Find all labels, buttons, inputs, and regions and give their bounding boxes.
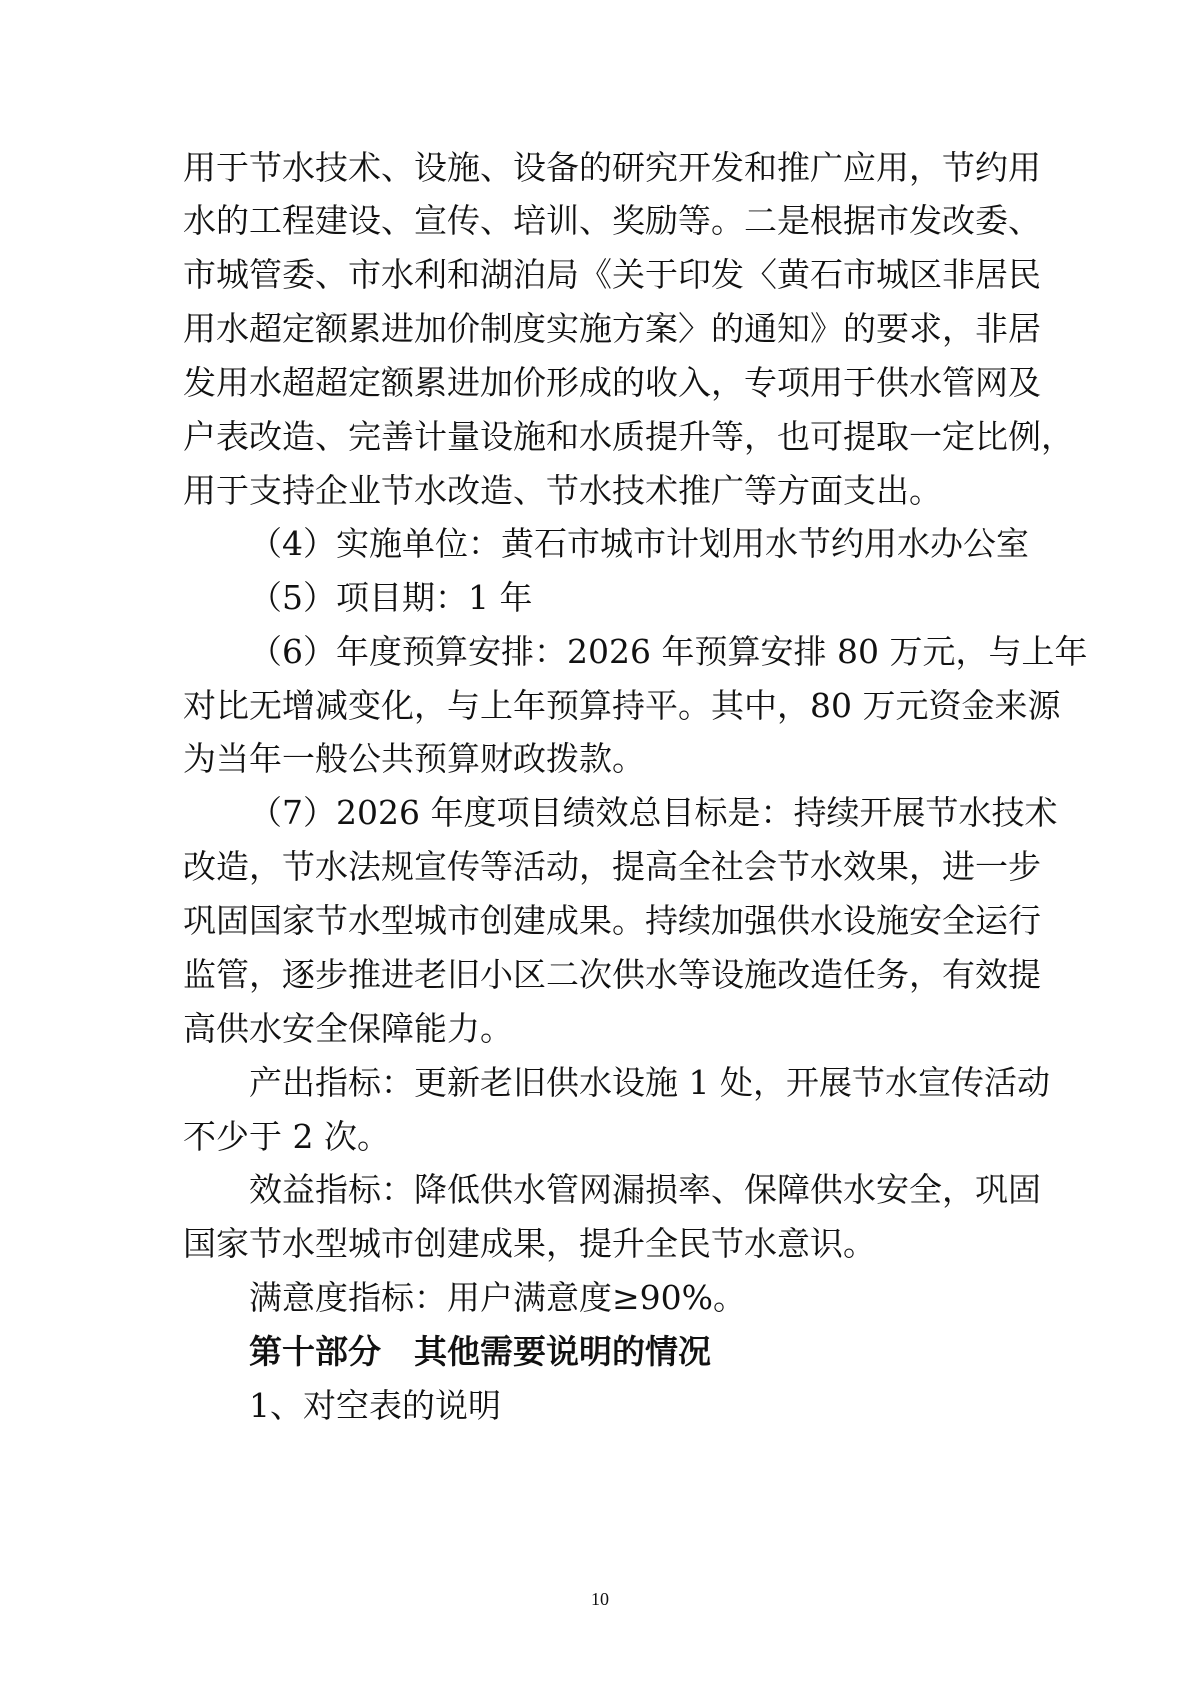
- section-heading: 第十部分 其他需要说明的情况: [249, 1332, 711, 1371]
- text-line: （4）实施单位：黄石市城市计划用水节约用水办公室: [249, 524, 1029, 563]
- text-line: 不少于 2 次。: [183, 1117, 390, 1156]
- text-line: 产出指标：更新老旧供水设施 1 处，开展节水宣传活动: [249, 1063, 1050, 1102]
- text-line: （6）年度预算安排：2026 年预算安排 80 万元，与上年: [249, 632, 1088, 671]
- text-line: 用于支持企业节水改造、节水技术推广等方面支出。: [183, 471, 942, 510]
- text-line: 市城管委、市水利和湖泊局《关于印发〈黄石市城区非居民: [183, 255, 1041, 294]
- text-line: （7）2026 年度项目绩效总目标是：持续开展节水技术: [249, 793, 1058, 832]
- text-line: 发用水超超定额累进加价形成的收入，专项用于供水管网及: [183, 363, 1041, 402]
- text-line: 满意度指标：用户满意度≥90%。: [249, 1278, 746, 1317]
- text-line: 为当年一般公共预算财政拨款。: [183, 739, 645, 778]
- text-line: 改造，节水法规宣传等活动，提高全社会节水效果，进一步: [183, 847, 1041, 886]
- sub-item-empty-table-note: 1、对空表的说明: [249, 1386, 501, 1425]
- text-line: 用水超定额累进加价制度实施方案〉的通知》的要求，非居: [183, 309, 1041, 348]
- text-line: 水的工程建设、宣传、培训、奖励等。二是根据市发改委、: [183, 201, 1041, 240]
- text-line: 巩固国家节水型城市创建成果。持续加强供水设施安全运行: [183, 901, 1041, 940]
- text-line: （5）项目期：1 年: [249, 578, 533, 617]
- text-line: 用于节水技术、设施、设备的研究开发和推广应用，节约用: [183, 148, 1041, 187]
- text-line: 效益指标：降低供水管网漏损率、保障供水安全，巩固: [249, 1170, 1041, 1209]
- text-line: 户表改造、完善计量设施和水质提升等，也可提取一定比例，: [183, 417, 1074, 456]
- page-number: 10: [591, 1589, 609, 1609]
- text-line: 国家节水型城市创建成果，提升全民节水意识。: [183, 1224, 876, 1263]
- text-line: 高供水安全保障能力。: [183, 1009, 513, 1048]
- text-line: 监管，逐步推进老旧小区二次供水等设施改造任务，有效提: [183, 955, 1041, 994]
- text-line: 对比无增减变化，与上年预算持平。其中，80 万元资金来源: [183, 686, 1061, 725]
